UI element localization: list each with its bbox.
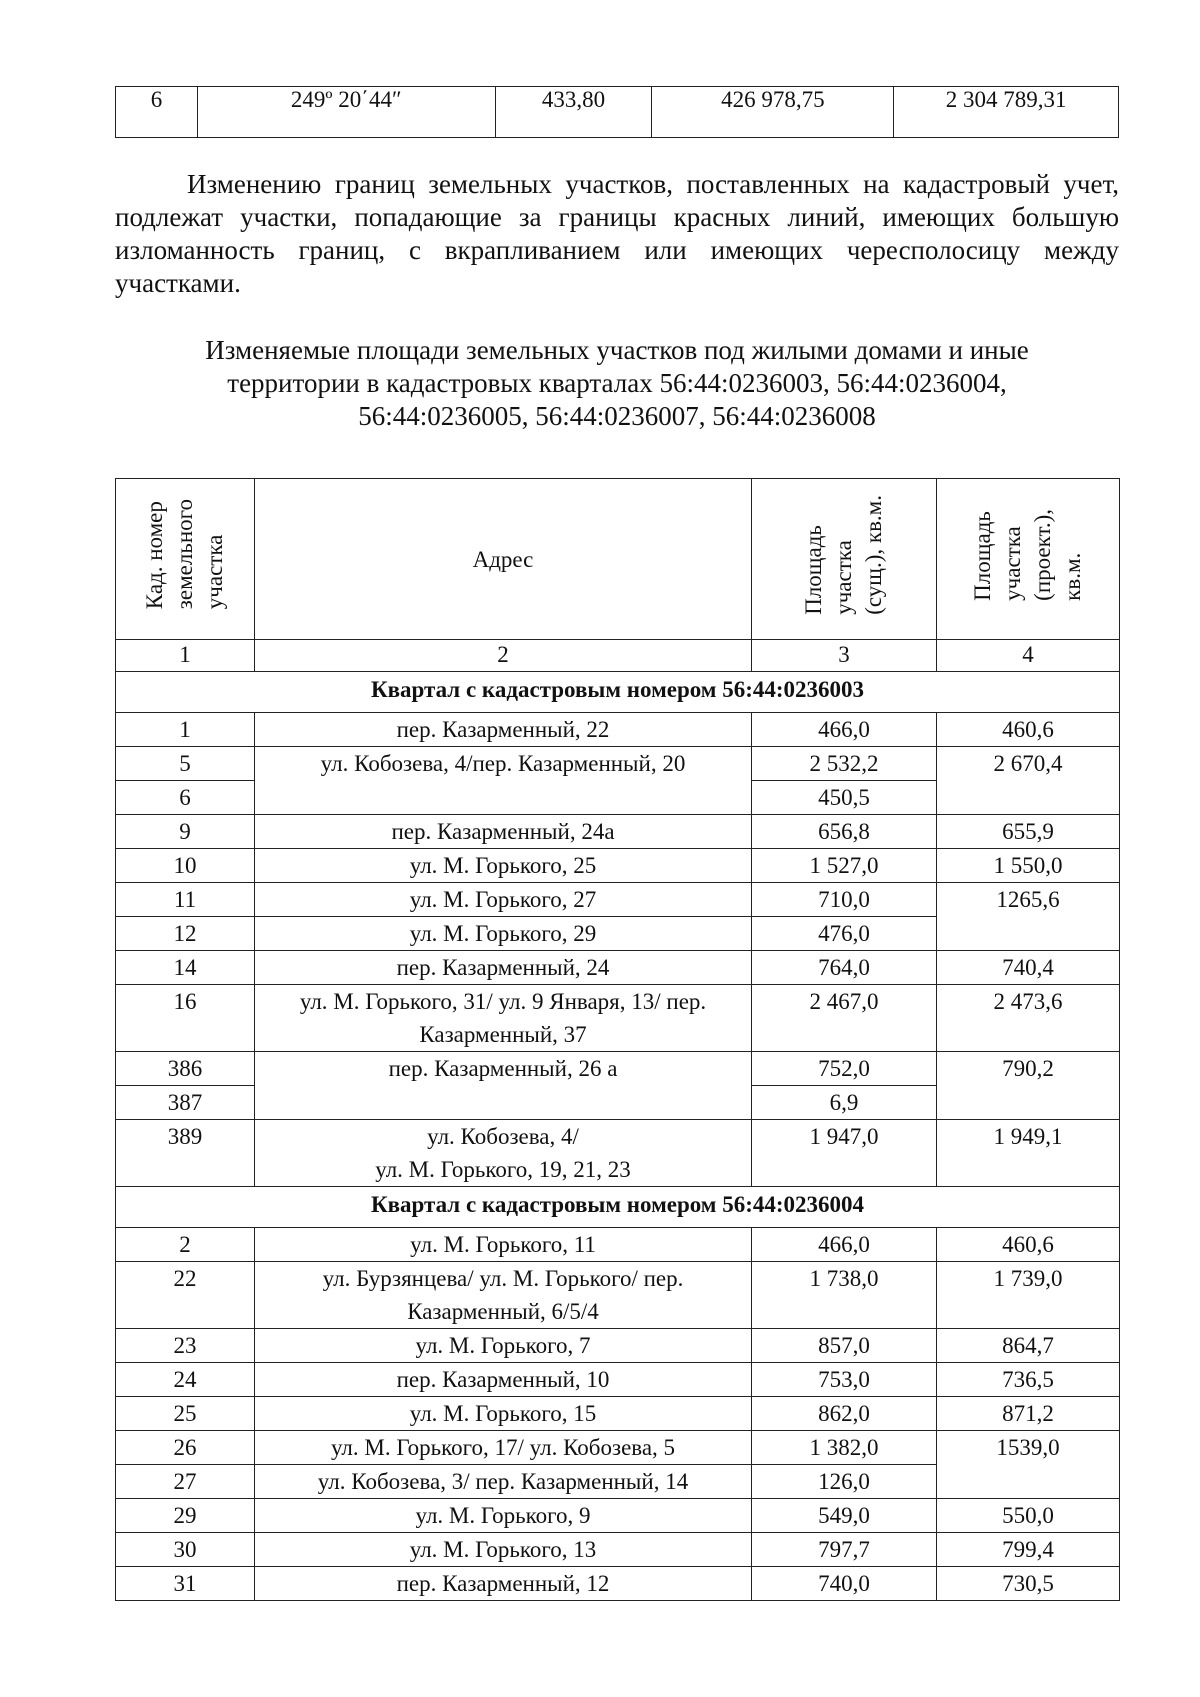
section-heading-row: [116, 672, 1120, 713]
table-row: 10 ул. М. Горького, 25 1 527,0 1 550,0: [116, 849, 1120, 883]
column-number: 2: [255, 640, 752, 672]
point-number: 6: [116, 87, 198, 138]
direction-angle: 249º 20΄44″: [197, 87, 495, 138]
table-row: 1 пер. Казарменный, 22 466,0 460,6: [116, 713, 1120, 747]
coord-x: 426 978,75: [652, 87, 894, 138]
header-line: участка: [202, 535, 227, 610]
body-paragraph: Изменению границ земельных участков, поставленных на кадастровый учет, подлежат участки, попадающие за границы красных линий, имеющих большую изломанность границ, с вкрапливанием или имеющих чересполосицу между участками.: [115, 169, 1119, 298]
column-number: 4: [937, 640, 1120, 672]
coord-y: 2 304 789,31: [894, 87, 1119, 138]
header-area-current: [752, 479, 937, 640]
header-line: (сущ.), кв.м.: [861, 494, 886, 615]
column-number: 3: [752, 640, 937, 672]
table-row: 23 ул. М. Горького, 7 857,0 864,7: [116, 1329, 1120, 1363]
table-title: [115, 334, 1119, 433]
table-row: 2 ул. М. Горького, 11 466,0 460,6: [116, 1228, 1120, 1262]
header-row: [116, 479, 1120, 640]
table-row: 27 ул. Кобозева, 3/ пер. Казарменный, 14 126,0: [116, 1465, 1120, 1499]
column-number: 1: [116, 640, 255, 672]
title-line-2: территории в кадастровых кварталах 56:44:0236003, 56:44:0236004,: [227, 368, 1007, 398]
title-line-3: 56:44:0236005, 56:44:0236007, 56:44:0236008: [358, 401, 876, 431]
table-row: 29 ул. М. Горького, 9 549,0 550,0: [116, 1499, 1120, 1533]
table-row: 30 ул. М. Горького, 13 797,7 799,4: [116, 1533, 1120, 1567]
table-row: 24 пер. Казарменный, 10 753,0 736,5: [116, 1363, 1120, 1397]
land-plots-table: [115, 478, 1120, 1601]
header-line: кв.м.: [1060, 552, 1085, 601]
header-line: Площадь: [801, 524, 826, 615]
header-line: земельного: [172, 499, 197, 610]
address-cell: ул. Кобозева, 4/ ул. М. Горького, 19, 21, 23: [255, 1120, 752, 1187]
table-row: 6 450,5: [116, 781, 1120, 815]
table-row: 11 ул. М. Горького, 27 710,0 1265,6: [116, 883, 1120, 917]
table-row: 387 6,9: [116, 1086, 1120, 1120]
table-row: 26 ул. М. Горького, 17/ ул. Кобозева, 5 1 382,0 1539,0: [116, 1431, 1120, 1465]
section-title: Квартал с кадастровым номером 56:44:0236004: [116, 1187, 1120, 1228]
header-area-project: [937, 479, 1120, 640]
header-cadastral-number: [116, 479, 255, 640]
title-line-1: Изменяемые площади земельных участков под жилыми домами и иные: [205, 335, 1029, 365]
header-line: Кад. номер: [142, 501, 167, 610]
table-row: 389 ул. Кобозева, 4/ ул. М. Горького, 19, 21, 23 1 947,0 1 949,1: [116, 1120, 1120, 1187]
table-row: 9 пер. Казарменный, 24а 656,8 655,9: [116, 815, 1120, 849]
table-row: 16 ул. М. Горького, 31/ ул. 9 Января, 13/ пер. Казарменный, 37 2 467,0 2 473,6: [116, 985, 1120, 1052]
table-row: 25 ул. М. Горького, 15 862,0 871,2: [116, 1397, 1120, 1431]
table-row: 14 пер. Казарменный, 24 764,0 740,4: [116, 951, 1120, 985]
top-coordinates-table: [115, 86, 1119, 138]
header-address: Адрес: [255, 479, 752, 640]
section-heading-row: [116, 1187, 1120, 1228]
header-line: участка: [831, 539, 856, 615]
column-numbers-row: [116, 640, 1120, 672]
header-line: (проект.),: [1030, 508, 1055, 601]
length-value: 433,80: [495, 87, 652, 138]
table-row: 386 пер. Казарменный, 26 а 752,0 790,2: [116, 1052, 1120, 1086]
header-line: участка: [1000, 525, 1025, 601]
table-row: 12 ул. М. Горького, 29 476,0: [116, 917, 1120, 951]
section-title: Квартал с кадастровым номером 56:44:0236003: [116, 672, 1120, 713]
table-row: 22 ул. Бурзянцева/ ул. М. Горького/ пер. Казарменный, 6/5/4 1 738,0 1 739,0: [116, 1262, 1120, 1329]
header-line: Площадь: [970, 510, 995, 601]
table-row: [116, 87, 1119, 138]
table-row: 5 ул. Кобозева, 4/пер. Казарменный, 20 2 532,2 2 670,4: [116, 747, 1120, 781]
table-row: 31 пер. Казарменный, 12 740,0 730,5: [116, 1567, 1120, 1601]
